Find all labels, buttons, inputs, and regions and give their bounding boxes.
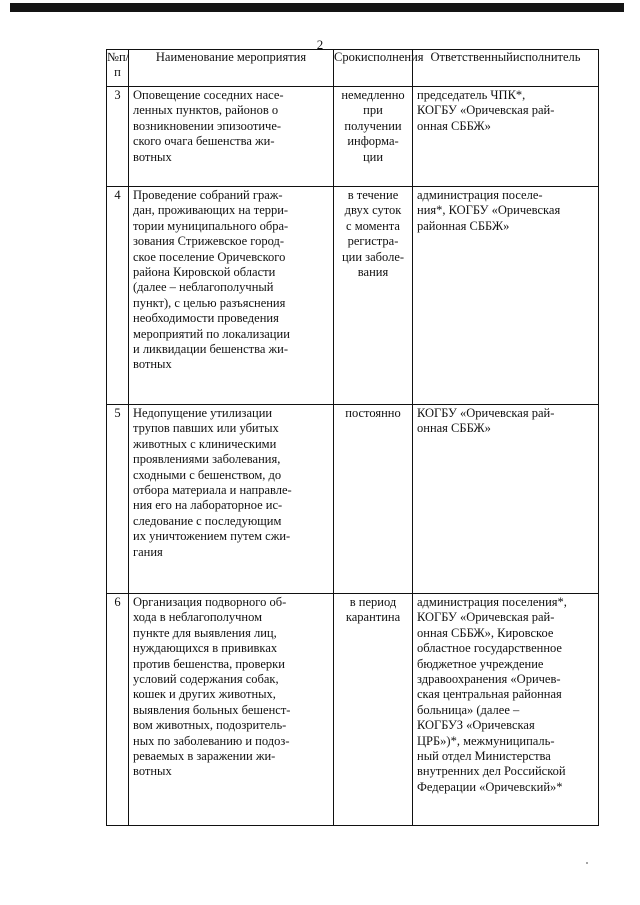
cell-text-line: Недопущение утилизации: [133, 406, 273, 420]
cell-text-line: трупов павших или убитых: [133, 421, 279, 436]
header-term: [334, 50, 424, 87]
cell-text-line: необходимости проведения: [133, 311, 279, 326]
cell-text-line: онная СББЖ»: [417, 118, 491, 133]
cell-text-line: получении: [344, 118, 402, 133]
cell-text-line: вотных: [133, 149, 172, 164]
cell-text-line: здравоохранения «Оричев-: [417, 672, 561, 687]
cell-text-line: исполнитель: [512, 50, 581, 64]
cell-text-line: с момента: [346, 218, 400, 233]
cell-text-line: реваемых в заражении жи-: [133, 749, 276, 764]
measure-responsible: [413, 87, 599, 187]
cell-text-line: КОГБУ «Оричевская рай-: [417, 103, 555, 118]
cell-text-line: гания: [133, 544, 163, 559]
cell-text-line: председатель ЧПК*,: [417, 88, 526, 102]
measure-term: [334, 594, 413, 826]
cell-text-line: выявления больных бешенст-: [133, 702, 291, 717]
cell-text-line: Наименование мероприятия: [155, 50, 307, 64]
cell-text-line: условий содержания собак,: [133, 672, 279, 687]
table-row: [107, 594, 599, 826]
cell-text-line: ЦРБ»)*, межмуниципаль-: [417, 733, 555, 748]
cell-text-line: ленных пунктов, районов о: [133, 103, 279, 118]
measure-name: [129, 187, 334, 405]
cell-text-line: пункте для выявления лиц,: [133, 625, 277, 640]
cell-text-line: администрация поселе-: [417, 188, 543, 202]
cell-text-line: исполнения: [360, 50, 424, 64]
cell-text-line: немедленно: [341, 88, 405, 102]
cell-text-line: ния*, КОГБУ «Оричевская: [417, 203, 561, 218]
cell-text-line: вотных: [133, 357, 172, 372]
cell-text-line: администрация поселения*,: [417, 595, 567, 609]
cell-text-line: двух суток: [344, 203, 402, 218]
cell-text-line: проявлениями заболевания,: [133, 452, 281, 467]
header-name: [129, 50, 334, 87]
cell-text-line: зования Стрижевское город-: [133, 234, 285, 249]
cell-text-line: районная СББЖ»: [417, 218, 510, 233]
header-responsible: [413, 50, 599, 87]
cell-text-line: вом животных, подозритель-: [133, 718, 287, 733]
cell-text-line: дан, проживающих на терри-: [133, 203, 289, 218]
row-number: 5: [107, 405, 129, 594]
cell-text-line: бюджетное учреждение: [417, 656, 544, 671]
measure-term: [334, 87, 413, 187]
cell-text-line: Оповещение соседних насе-: [133, 88, 284, 102]
cell-text-line: животных с клиническими: [133, 436, 277, 451]
cell-text-line: Проведение собраний граж-: [133, 188, 283, 202]
cell-text-line: при: [363, 103, 383, 118]
cell-text-line: Срок: [334, 50, 361, 64]
cell-text-line: против бешенства, проверки: [133, 656, 285, 671]
measure-term: [334, 405, 413, 594]
cell-text-line: внутренних дел Российской: [417, 764, 566, 779]
cell-text-line: района Кировской области: [133, 265, 276, 280]
cell-text-line: Федерации «Оричевский»*: [417, 779, 563, 794]
cell-text-line: КОГБУ «Оричевская рай-: [417, 406, 555, 420]
cell-text-line: в течение: [347, 188, 399, 202]
cell-text-line: областное государственное: [417, 641, 562, 656]
cell-text-line: онная СББЖ», Кировское: [417, 625, 554, 640]
table-row: [107, 187, 599, 405]
cell-text-line: регистра-: [347, 234, 399, 249]
cell-text-line: КОГБУ «Оричевская рай-: [417, 610, 555, 625]
cell-text-line: КОГБУЗ «Оричевская: [417, 718, 535, 733]
cell-text-line: ных по заболеванию и подоз-: [133, 733, 290, 748]
cell-text-line: ского очага бешенства жи-: [133, 134, 275, 149]
cell-text-line: ское поселение Оричевского: [133, 249, 286, 264]
scan-speck: [586, 862, 588, 864]
cell-text-line: ный отдел Министерства: [417, 749, 551, 764]
cell-text-line: тории муниципального обра-: [133, 218, 289, 233]
cell-text-line: кошек и других животных,: [133, 687, 276, 702]
cell-text-line: сходными с бешенством, до: [133, 467, 282, 482]
cell-text-line: Ответственный: [430, 50, 513, 64]
table-row: [107, 405, 599, 594]
cell-text-line: постоянно: [345, 406, 401, 420]
measure-responsible: [413, 405, 599, 594]
measures-table: [106, 49, 599, 826]
cell-text-line: вания: [357, 265, 389, 280]
cell-text-line: (далее – неблагополучный: [133, 280, 274, 295]
measure-term: [334, 187, 413, 405]
cell-text-line: онная СББЖ»: [417, 421, 491, 436]
cell-text-line: нуждающихся в прививках: [133, 641, 278, 656]
table-header-row: [107, 50, 599, 87]
cell-text-line: ции заболе-: [341, 249, 405, 264]
cell-text-line: п/п: [114, 50, 130, 79]
header-num: [107, 50, 129, 87]
table-row: [107, 87, 599, 187]
measure-responsible: [413, 187, 599, 405]
measure-name: [129, 594, 334, 826]
cell-text-line: их уничтожением путем сжи-: [133, 529, 291, 544]
page-number: 2: [316, 37, 324, 52]
cell-text-line: отбора материала и направле-: [133, 483, 292, 498]
measure-name: [129, 405, 334, 594]
cell-text-line: следование с последующим: [133, 513, 282, 528]
cell-text-line: вотных: [133, 764, 172, 779]
cell-text-line: в период: [349, 595, 397, 609]
measure-name: [129, 87, 334, 187]
row-number: 3: [107, 87, 129, 187]
cell-text-line: больница» (далее –: [417, 702, 520, 717]
row-number: 4: [107, 187, 129, 405]
measure-responsible: [413, 594, 599, 826]
cell-text-line: информа-: [347, 134, 399, 149]
cell-text-line: хода в неблагополучном: [133, 610, 263, 625]
cell-text-line: №: [107, 50, 119, 64]
cell-text-line: и ликвидации бешенства жи-: [133, 342, 289, 357]
cell-text-line: возникновении эпизоотиче-: [133, 118, 282, 133]
row-number: 6: [107, 594, 129, 826]
scan-top-bar: [10, 3, 624, 12]
cell-text-line: ции: [362, 149, 384, 164]
cell-text-line: мероприятий по локализации: [133, 326, 290, 341]
cell-text-line: ния его на лабораторное ис-: [133, 498, 283, 513]
cell-text-line: пункт), с целью разъяснения: [133, 295, 286, 310]
cell-text-line: карантина: [345, 610, 401, 625]
cell-text-line: Организация подворного об-: [133, 595, 287, 609]
cell-text-line: ская центральная районная: [417, 687, 562, 702]
